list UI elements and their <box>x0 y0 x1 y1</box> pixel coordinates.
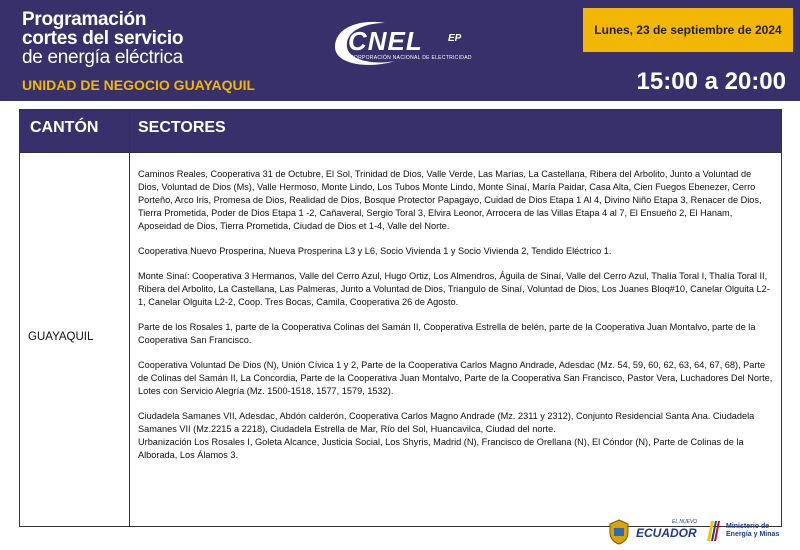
sector-paragraph: Caminos Reales, Cooperativa 31 de Octubre, El Sol, Trinidad de Dios, Valle Verde, Las Marías, La Castellana, Ribera del Arbolito, Junto a Voluntad de Dios, Voluntad de Dios (Ms), Valle Hermoso, Monte Lindo, Los Tubos Monte Lindo, Monte Sinaí, María Paidar, Casa Alta, Cien Fuegos Ebenezer, Cerro Porteño, Arco Iris, Promesa de Dios, Realidad de Dios, Bosque Protector Papagayo, Cuidad de Dios Etapa 1 Al 4, Divino Niño Etapa 3, Renacer de Dios, Tierra Prometida, Poder de Dios Etapa 1 -2, Cañaveral, Sergio Toral 3, Elvira Leonor, Arrocera de las Villas Etapa 4 al 7, El Ensueño 2, El Hanam, Aposeidad de Dios, Tierra Prometida, Ciudad de Dios et 1-4, Valle del Norte. <box>138 169 762 231</box>
sector-paragraph: Cooperativa Nuevo Prosperina, Nueva Prosperina L3 y L6, Socio Vivienda 1 y Socio Vivienda 2, Tendido Eléctrico 1. <box>138 246 612 256</box>
sector-paragraph: Cooperativa Voluntad De Dios (N), Unión Cívica 1 y 2, Parte de la Cooperativa Carlos Magno Andrade, Adesdac (Mz. 54, 59, 60, 62, 63, 64, 67, 68), Parte de Colinas del Samán II, La Concordia, Parte de la Cooperativa Juan Montalvo, Parte de la Cooperativa San Francisco, Pastor Vera, Luchadores Del Norte, Lotes con Servicio Alegría (Mz. 1500-1518, 1577, 1579, 1532). <box>138 360 773 396</box>
sector-paragraph: Monte Sinaí: Cooperativa 3 Hermanos, Valle del Cerro Azul, Hugo Ortiz, Los Almendros, Águila de Sinaí, Valle del Cerro Azul, Thalía Toral I, Thalía Toral II, Ribera del Arbolito, La Castellana, Las Palmeras, Junto a Voluntad de Dios, Triangulo de Sinaí, Voluntad de Dios, Los Juanes Bloq#10, Canelar Olguita L2-1, Canelar Olguita L2-2, Coop. Tres Bocas, Camila, Cooperativa 26 de Agosto. <box>138 271 770 307</box>
sector-paragraph: Urbanización Los Rosales I, Goleta Alcance, Justicia Social, Los Shyris, Madrid (N), Francisco de Orellana (N), El Cóndor (N), Parte de Colinas de la Alborada, Los Álamos 3. <box>138 437 744 460</box>
date-text: Lunes, 23 de septiembre de 2024 <box>594 23 782 37</box>
canton-cell: GUAYAQUIL <box>28 331 94 343</box>
sector-paragraph: Parte de los Rosales 1, parte de la Cooperativa Colinas del Samán II, Cooperativa Estrella de belén, parte de la Cooperativa Juan Montalvo, parte de la Cooperativa San Francisco. <box>138 322 756 345</box>
ministry-line-2: Energía y Minas <box>726 531 780 538</box>
column-divider <box>129 110 130 526</box>
title-line-1: Programación <box>22 9 147 30</box>
business-unit-label: UNIDAD DE NEGOCIO GUAYAQUIL <box>22 77 256 93</box>
ministry-line-1: Ministerio de <box>726 523 770 530</box>
title-line-3: de energía eléctrica <box>22 47 183 68</box>
date-badge <box>583 8 793 52</box>
title-line-2: cortes del servicio <box>22 28 184 49</box>
flag-stripes-icon <box>705 521 721 541</box>
footer-ecuador-logo: ECUADOR <box>636 526 697 540</box>
header-banner <box>0 0 800 101</box>
table-header <box>20 110 781 152</box>
cnel-logo-subtitle: CORPORACIÓN NACIONAL DE ELECTRICIDAD <box>350 55 472 61</box>
sectores-cell <box>138 168 774 474</box>
sector-paragraph: Ciudadela Samanes VII, Adesdac, Abdón calderón, Cooperativa Carlos Magno Andrade (Mz. 2311 y 2312), Conjunto Residencial Santa Ana. Ciudadela Samanes VII (Mz.2215 a 2218), Ciudadela Estrella de Mar, Río del Sol, Huancavilca, Ciudad del norte. <box>138 411 755 434</box>
coat-of-arms-icon <box>608 519 630 545</box>
header-divider <box>20 152 781 153</box>
footer-elnuevo: EL NUEVO <box>672 519 698 525</box>
column-header-canton: CANTÓN <box>30 119 99 136</box>
cnel-logo-text: CNEL <box>348 26 423 56</box>
column-header-sectores: SECTORES <box>138 119 226 136</box>
schedule-table <box>19 109 782 527</box>
page-title <box>22 10 183 67</box>
cnel-logo-ep: EP <box>448 33 462 44</box>
time-range: 15:00 a 20:00 <box>636 68 786 95</box>
footer-ministry <box>726 523 779 539</box>
